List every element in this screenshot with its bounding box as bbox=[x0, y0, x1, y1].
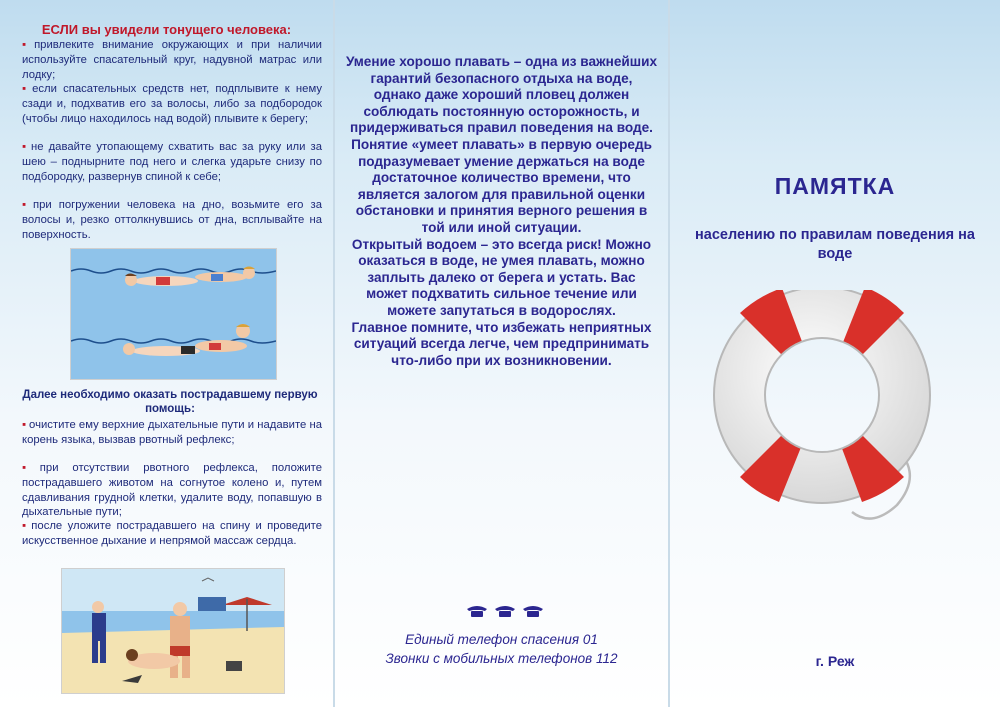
bullet-icon: ▪ bbox=[22, 462, 37, 474]
bullet-item: ▪ привлеките внимание окружающих и при наличии используйте спасательный круг, надувной матрас или лодку; bbox=[22, 39, 322, 81]
bullet-item: ▪ после уложите пострадавшего на спину и проведите искусственное дыхание и непрямой массаж сердца. bbox=[22, 520, 322, 547]
city-label: г. Реж bbox=[815, 653, 855, 669]
telephone-icon bbox=[465, 603, 545, 617]
beach-first-aid-illustration bbox=[61, 568, 285, 694]
article-paragraph: Открытый водоем – это всегда риск! Можно оказаться в воде, не умея плавать, можно заплыть далеко от берега и устать. Вас может подхватить сильное течение или можете запутаться в водорослях. bbox=[351, 236, 652, 318]
hotline-emergency: Единый телефон спасения 01 bbox=[405, 632, 598, 647]
bullet-icon: ▪ bbox=[22, 520, 29, 532]
article-paragraph: Умение хорошо плавать – одна из важнейших гарантий безопасного отдыха на воде, однако даже хороший пловец должен соблюдать постоянную осторожность, и придерживаться правил поведения на воде. bbox=[345, 54, 658, 136]
brochure-subtitle: населению по правилам поведения на воде bbox=[695, 227, 975, 262]
main-article bbox=[345, 54, 658, 369]
article-paragraph: Понятие «умеет плавать» в первую очередь подразумевает умение держаться на воде достаточное количество времени, что является залогом для правильной оценки обстановки и принятия верного решения в той или иной ситуации. bbox=[351, 136, 652, 235]
article-paragraph: Главное помните, что избежать неприятных ситуаций всегда легче, чем предпринимать что-либо при их возникновении. bbox=[351, 319, 652, 368]
bullet-item: ▪ не давайте утопающему схватить вас за руку или за шею – поднырните под него и слегка ударьте снизу по подбородку, развернув спиной к себе; bbox=[22, 141, 322, 183]
brochure-title: ПАМЯТКА bbox=[774, 173, 896, 199]
bullet-item: ▪ очистите ему верхние дыхательные пути и надавите на корень языка, вызвав рвотный рефлекс; bbox=[22, 419, 322, 446]
bullet-item: ▪ при погружении человека на дно, возьмите его за волосы и, резко оттолкнувшись от дна, всплывайте на поверхность. bbox=[22, 199, 322, 241]
bullet-item: ▪ если спасательных средств нет, подплывите к нему сзади и, подхватив его за волосы, либо за подбородок (чтобы лицо находилось над водой) плывите к берегу; bbox=[22, 83, 322, 125]
rescue-heading: ЕСЛИ вы увидели тонущего человека: bbox=[41, 22, 292, 37]
first-aid-heading: Далее необходимо оказать пострадавшему первую помощь: bbox=[22, 389, 318, 415]
bullet-icon: ▪ bbox=[22, 419, 27, 431]
lifebuoy-icon bbox=[712, 290, 952, 530]
bullet-icon: ▪ bbox=[22, 141, 28, 153]
rescue-swimming-illustration bbox=[70, 248, 277, 380]
bullet-icon: ▪ bbox=[22, 39, 32, 51]
hotline-mobile: Звонки с мобильных телефонов 112 bbox=[385, 651, 618, 666]
bullet-icon: ▪ bbox=[22, 83, 30, 95]
bullet-item: ▪ при отсутствии рвотного рефлекса, положите пострадавшего животом на согнутое колено и, путем сдавливания грудной клетки, удалите воду, попавшую в дыхательные пути; bbox=[22, 462, 322, 519]
bullet-icon: ▪ bbox=[22, 199, 30, 211]
